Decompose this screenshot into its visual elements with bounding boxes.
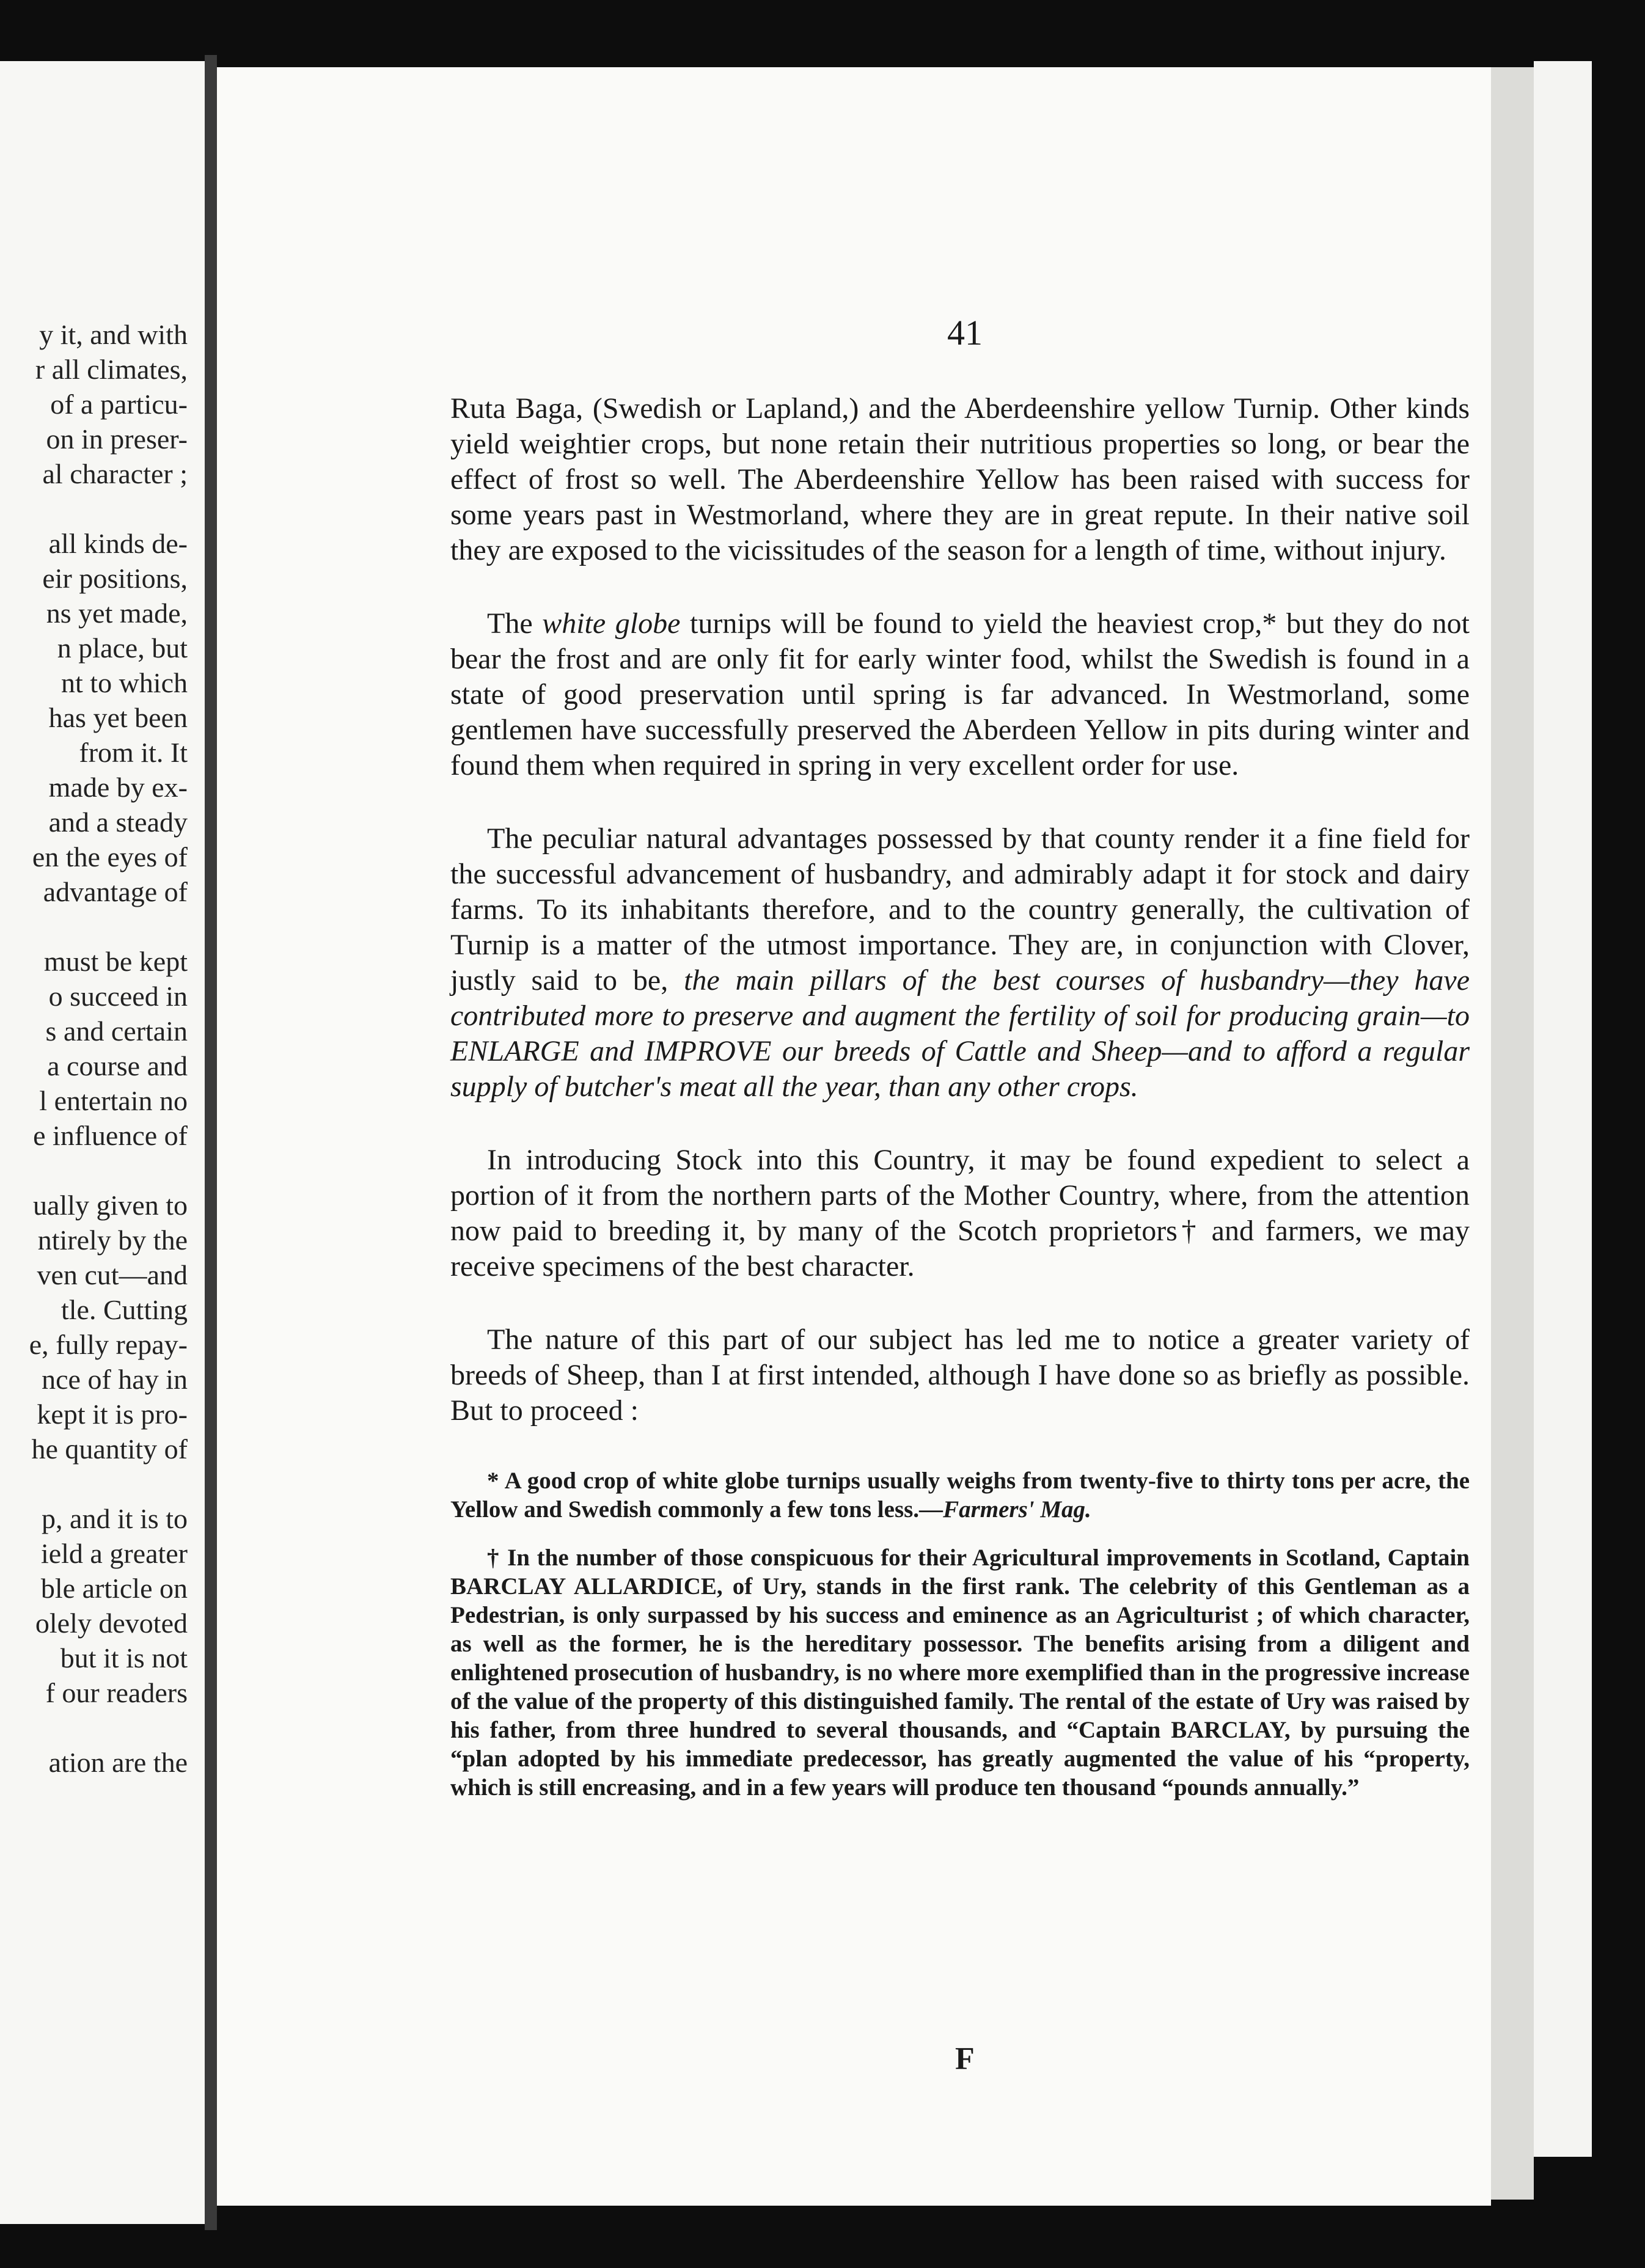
left-page-line: e influence of: [33, 1120, 188, 1151]
paragraph-2: The white globe turnips will be found to yield the heaviest crop,* but they do not bear the frost and are only fit for early winter food, whilst the Swedish is found in a state of good preservation until spring is far advanced. In Westmorland, some gentlemen have successfully preserved the Aberdeen Yellow in pits during winter and found them when required in spring in very excellent order for use.: [450, 607, 1470, 781]
footnote-2: † In the number of those conspicuous for their Agricultural improvements in Scotland, Captain BARCLAY ALLARDICE, of Ury, stands in the first rank. The celebrity of this Gentleman as a Pedestrian, is only surpassed by his success and eminence as an Agriculturist ; of which character, as well as the former, he is the hereditary possessor. The benefits arising from a diligent and enlightened prosecution of husbandry, is no where more exemplified than in the progressive increase of the value of the property of this distinguished family. The rental of the estate of Ury was raised by his father, from three hundred to several thousands, and “Captain BARCLAY, by pursuing the “plan adopted by his immediate predecessor, has greatly augmented the value of his “property, which is still encreasing, and in a few years will produce ten thousand “pounds annually.”: [450, 1545, 1470, 1801]
left-page-fragment: [0, 61, 205, 2224]
left-page-line: o succeed in: [48, 981, 188, 1012]
left-page-line: ns yet made,: [46, 598, 188, 629]
paragraph-3: The peculiar natural advantages possessed by that county render it a fine field for the successful advancement of husbandry, and admirably adapt it for stock and dairy farms. To its inhabitants therefore, and to the country generally, the cultivation of Turnip is a matter of the utmost importance. They are, in conjunction with Clover, justly said to be, the main pillars of the best courses of husbandry—they have contributed more to preserve and augment the fertility of soil for producing grain—to ENLARGE and IMPROVE our breeds of Cattle and Sheep—and to afford a regular supply of butcher's meat all the year, than any other crops.: [450, 822, 1470, 1103]
left-page-line: e, fully repay-: [29, 1329, 188, 1360]
left-page-line: eir positions,: [42, 563, 188, 594]
left-page-line: f our readers: [45, 1677, 188, 1708]
italic-phrase: white globe: [542, 607, 681, 640]
left-page-line: and a steady: [48, 807, 188, 838]
left-page-line: ually given to: [33, 1190, 188, 1221]
paragraph-5: The nature of this part of our subject has led me to notice a greater variety of breeds of Sheep, than I at first intended, although I have done so as briefly as possible. But to proceed :: [450, 1323, 1470, 1427]
book-gutter: [205, 55, 217, 2230]
left-page-line: ield a greater: [40, 1538, 188, 1569]
left-page-line: al character ;: [42, 458, 188, 489]
left-page-line: tle. Cutting: [61, 1294, 188, 1325]
signature-mark: F: [955, 2041, 975, 2076]
left-page-line: kept it is pro-: [37, 1399, 188, 1430]
left-page-line: nt to which: [61, 667, 188, 698]
paragraph-1: Ruta Baga, (Swedish or Lapland,) and the Aberdeenshire yellow Turnip. Other kinds yield weightier crops, but none retain their nutritious properties so long, or bear the effect of frost so well. The Aberdeenshire Yellow has been raised with success for some years past in Westmorland, where they are in great repute. In their native soil they are exposed to the vicissitudes of the season for a length of time, without injury.: [450, 392, 1470, 566]
left-page-line: nce of hay in: [42, 1364, 188, 1395]
left-page-line: advantage of: [43, 876, 188, 907]
left-page-line: must be kept: [43, 946, 188, 977]
page-edge-outer: [1534, 61, 1592, 2157]
left-page-line: from it. It: [79, 737, 188, 768]
left-page-line: ble article on: [40, 1573, 188, 1604]
left-page-line: l entertain no: [39, 1085, 188, 1116]
left-page-line: on in preser-: [46, 423, 188, 455]
left-page-line: en the eyes of: [32, 841, 188, 872]
left-page-line: ation are the: [48, 1747, 188, 1778]
footnote-1: * A good crop of white globe turnips usually weighs from twenty-five to thirty tons per acre, the Yellow and Swedish commonly a few tons less.—Farmers' Mag.: [450, 1468, 1470, 1523]
left-page-line: made by ex-: [48, 772, 188, 803]
body-text: [450, 391, 1470, 1821]
left-page-line: p, and it is to: [42, 1503, 188, 1534]
left-page-line: ven cut—and: [37, 1259, 188, 1290]
left-page-line: has yet been: [48, 702, 188, 733]
page-edge: [1491, 67, 1534, 2200]
paragraph-4: In introducing Stock into this Country, it may be found expedient to select a portion of it from the northern parts of the Mother Country, where, from the attention now paid to breeding it, by many of the Scotch proprietors† and farmers, we may receive specimens of the best character.: [450, 1144, 1470, 1282]
italic-quote: the main pillars of the best courses of husbandry—they have contributed more to preserve and augment the fertility of soil for producing grain—to ENLARGE and IMPROVE our breeds of Cattle and Sheep—and to afford a regular supply of butcher's meat all the year, than any other crops.: [450, 964, 1470, 1103]
footnote-source: Farmers' Mag.: [943, 1496, 1091, 1523]
left-page-line: but it is not: [60, 1642, 188, 1674]
left-page-line: s and certain: [45, 1015, 188, 1047]
page-number: 41: [947, 313, 983, 353]
left-page-line: of a particu-: [50, 389, 188, 420]
left-page-line: r all climates,: [35, 354, 188, 385]
page: [217, 67, 1491, 2206]
left-page-line: ntirely by the: [37, 1224, 188, 1256]
left-page-line: y it, and with: [39, 319, 188, 350]
left-page-line: all kinds de-: [48, 528, 188, 559]
left-page-line: a course and: [47, 1050, 188, 1081]
left-page-line: he quantity of: [31, 1433, 188, 1465]
left-page-line: n place, but: [57, 632, 188, 664]
left-page-line: olely devoted: [35, 1608, 188, 1639]
footnotes: [450, 1466, 1470, 1802]
